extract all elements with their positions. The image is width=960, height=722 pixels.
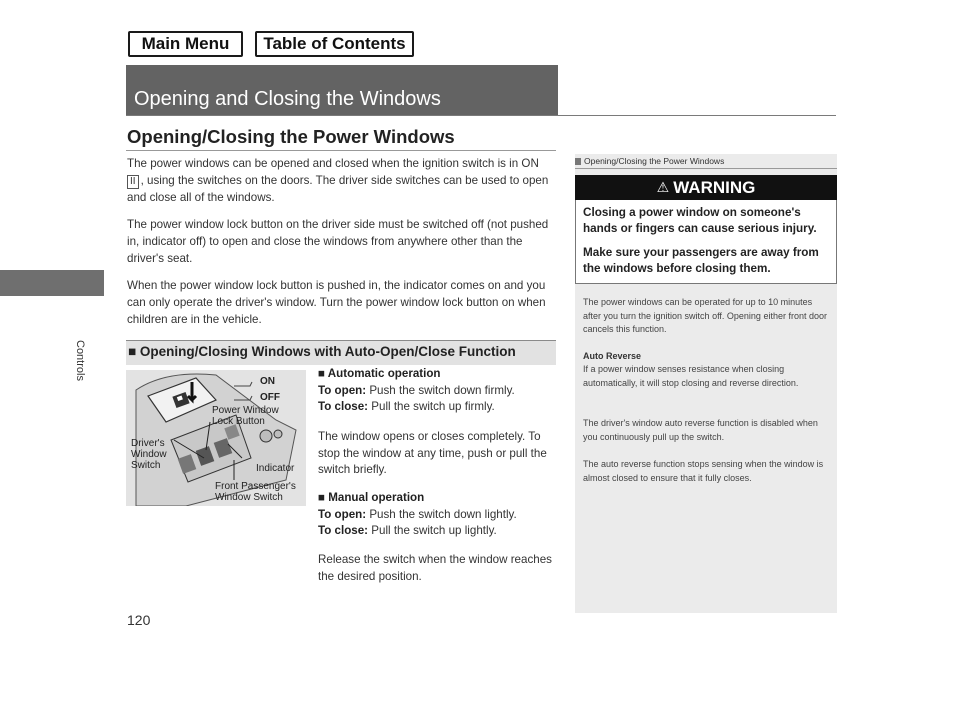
ignition-key-icon: II xyxy=(127,175,139,189)
intro-paragraph-2: The power window lock button on the driver side must be switched off (not pushed in, indicator off) to open and close the windows from anywhere other than the driver's seat. xyxy=(127,218,549,265)
automatic-heading: ■ Automatic operation xyxy=(318,367,441,380)
reference-icon xyxy=(575,158,581,165)
sidebar-note-3: The driver's window auto reverse function is disabled when you continuously pull up the switch. xyxy=(583,418,818,442)
manual-close-text: Pull the switch up lightly. xyxy=(371,524,497,537)
manual-heading: ■ Manual operation xyxy=(318,491,425,504)
square-bullet-icon: ■ xyxy=(128,344,137,359)
manual-note: Release the switch when the window reaches the desired position. xyxy=(318,553,552,583)
auto-open-text: Push the switch down firmly. xyxy=(369,383,515,397)
manual-open-label: To open: xyxy=(318,507,367,521)
sidebar-header-text: Opening/Closing the Power Windows xyxy=(584,156,725,166)
auto-open-label: To open: xyxy=(318,383,367,397)
main-menu-button[interactable]: Main Menu xyxy=(128,31,243,57)
sidebar-header xyxy=(575,156,837,169)
label-lock-button xyxy=(212,405,279,427)
chapter-title-rule xyxy=(126,115,836,116)
label-indicator: Indicator xyxy=(256,463,295,474)
automatic-note: The window opens or closes completely. To stop the window at any time, push or pull the switch briefly. xyxy=(318,430,547,476)
warning-triangle-icon: ⚠ xyxy=(656,179,670,195)
label-passenger-line1: Front Passenger's xyxy=(215,481,296,492)
intro-paragraph-1 xyxy=(127,155,559,206)
label-drivers-line3: Switch xyxy=(131,460,161,471)
auto-close-text: Pull the switch up firmly. xyxy=(371,400,495,413)
label-drivers-line1: Driver's xyxy=(131,438,165,449)
intro-p1-pre: The power windows can be opened and closed when the ignition switch is in ON xyxy=(127,157,539,170)
table-of-contents-button[interactable]: Table of Contents xyxy=(255,31,414,57)
sidebar-note-2: If a power window senses resistance when closing automatically, it will stop closing and reverse direction. xyxy=(583,364,799,388)
manual-open-text: Push the switch down lightly. xyxy=(369,507,517,521)
manual-close-label: To close: xyxy=(318,524,369,537)
subsection-title-text: Opening/Closing Windows with Auto-Open/Close Function xyxy=(139,344,516,359)
side-label: Controls xyxy=(74,340,86,381)
label-lock-button-line1: Power Window xyxy=(212,405,279,416)
label-on: ON xyxy=(260,376,275,387)
label-drivers-line2: Window xyxy=(131,449,167,460)
page-number: 120 xyxy=(127,612,151,628)
sidebar-note-4: The auto reverse function stops sensing when the window is almost closed to ensure that it fully closes. xyxy=(583,459,824,483)
automatic-heading-text: Automatic operation xyxy=(327,367,441,380)
chapter-title: Opening and Closing the Windows xyxy=(134,88,441,110)
window-switch-figure xyxy=(126,370,306,506)
automatic-operation-block xyxy=(318,366,563,416)
subsection-title xyxy=(128,344,516,359)
manual-operation-block xyxy=(318,490,563,540)
intro-paragraph-3: When the power window lock button is pushed in, the indicator comes on and you can only operate the driver's window. Turn the power window lock button on when children are in the vehicle. xyxy=(127,279,546,326)
label-passenger-switch xyxy=(215,481,296,503)
auto-reverse-title: Auto Reverse xyxy=(583,351,642,361)
warning-title: WARNING xyxy=(673,177,756,197)
intro-p1-post: , using the switches on the doors. The driver side switches can be used to open and close all of the windows. xyxy=(127,174,549,204)
warning-text-2: Make sure your passengers are away from the windows before closing them. xyxy=(583,246,819,275)
label-lock-button-line2: Lock Button xyxy=(212,416,265,427)
label-off: OFF xyxy=(260,392,280,403)
side-tab xyxy=(0,270,104,296)
label-passenger-line2: Window Switch xyxy=(215,492,283,503)
section-title: Opening/Closing the Power Windows xyxy=(127,126,455,147)
warning-text-1: Closing a power window on someone's hands or fingers can cause serious injury. xyxy=(583,206,817,235)
section-title-rule xyxy=(126,150,556,151)
manual-heading-text: Manual operation xyxy=(328,491,425,504)
warning-header xyxy=(575,175,837,200)
label-drivers-switch xyxy=(131,438,167,471)
auto-close-label: To close: xyxy=(318,400,369,413)
sidebar-note-1: The power windows can be operated for up to 10 minutes after you turn the ignition switch off. Opening either front door cancels this function. xyxy=(583,297,827,334)
